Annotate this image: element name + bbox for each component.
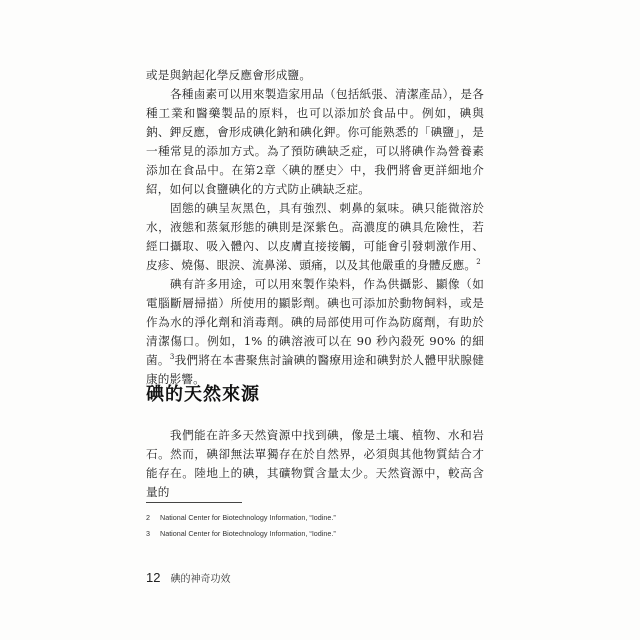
paragraph-text: 碘有許多用途，可以用來製作染料，作為供攝影、顯像（如電腦斷層掃描）所使用的顯影劑。碘也可添加於動物飼料，或是作為水的淨化劑和消毒劑。碘的局部使用可作為防腐劑，有助於清潔傷口。例如，1% 的碘溶液可以在 90 秒內殺死 90% 的細菌。: [146, 277, 484, 367]
paragraph-text: 各種鹵素可以用來製造家用品（包括紙張、清潔產品），是各種工業和醫藥製品的原料，也可以添加於食品中。例如，碘與鈉、鉀反應，會形成碘化鈉和碘化鉀。你可能熟悉的「碘鹽」，是一種常見的添加方式。為了預防碘缺乏症，可以將碘作為營養素添加在食品中。在第2章〈碘的歷史〉中，我們將會更詳細地介紹，如何以食鹽碘化的方式防止碘缺乏症。: [146, 87, 484, 196]
footnote-divider: [146, 502, 242, 503]
paragraph-text: 固態的碘呈灰黑色，具有強烈、刺鼻的氣味。碘只能微溶於水，液態和蒸氣形態的碘則是深紫色。高濃度的碘具危險性，若經口攝取、吸入體內、以皮膚直接接觸，可能會引發刺激作用、皮疹、燒傷、眼淚、流鼻涕、頭痛，以及其他嚴重的身體反應。: [146, 201, 484, 272]
body-text-bottom: [146, 426, 484, 502]
paragraph-continued: [146, 66, 484, 85]
footnote-text: National Center for Biotechnology Information, “Iodine.”: [160, 513, 336, 522]
body-text-top: [146, 66, 484, 389]
footnote-number: 3: [146, 529, 150, 538]
page-number: 12: [146, 570, 161, 585]
paragraph-halogen-uses: [146, 85, 484, 199]
footnote-text: National Center for Biotechnology Information, “Iodine.”: [160, 529, 336, 538]
paragraph-text: 我們能在許多天然資源中找到碘，像是土壤、植物、水和岩石。然而，碘卻無法單獨存在於自然界，必須與其他物質結合才能存在。陸地上的碘，其礦物質含量太少。天然資源中，較高含量的: [146, 428, 484, 499]
footnotes: [146, 510, 486, 542]
footnote-reference[interactable]: 3: [169, 353, 175, 362]
paragraph-natural-sources: [146, 426, 484, 502]
section-heading: 碘的天然來源: [146, 384, 260, 405]
footnote-number: 2: [146, 513, 150, 522]
paragraph-iodine-uses: [146, 275, 484, 389]
footnote-item: [146, 510, 486, 526]
paragraph-text-tail: 我們將在本書聚焦討論碘的醫療用途和碘對於人體甲狀腺健康的影響。: [146, 353, 484, 386]
page-footer: [146, 570, 230, 585]
footnote-item: [146, 526, 486, 542]
footnote-reference[interactable]: 2: [476, 258, 481, 267]
paragraph-solid-iodine: [146, 199, 484, 275]
running-title: 碘的神奇功效: [170, 574, 231, 585]
paragraph-text: 或是與鈉起化學反應會形成鹽。: [146, 68, 312, 82]
